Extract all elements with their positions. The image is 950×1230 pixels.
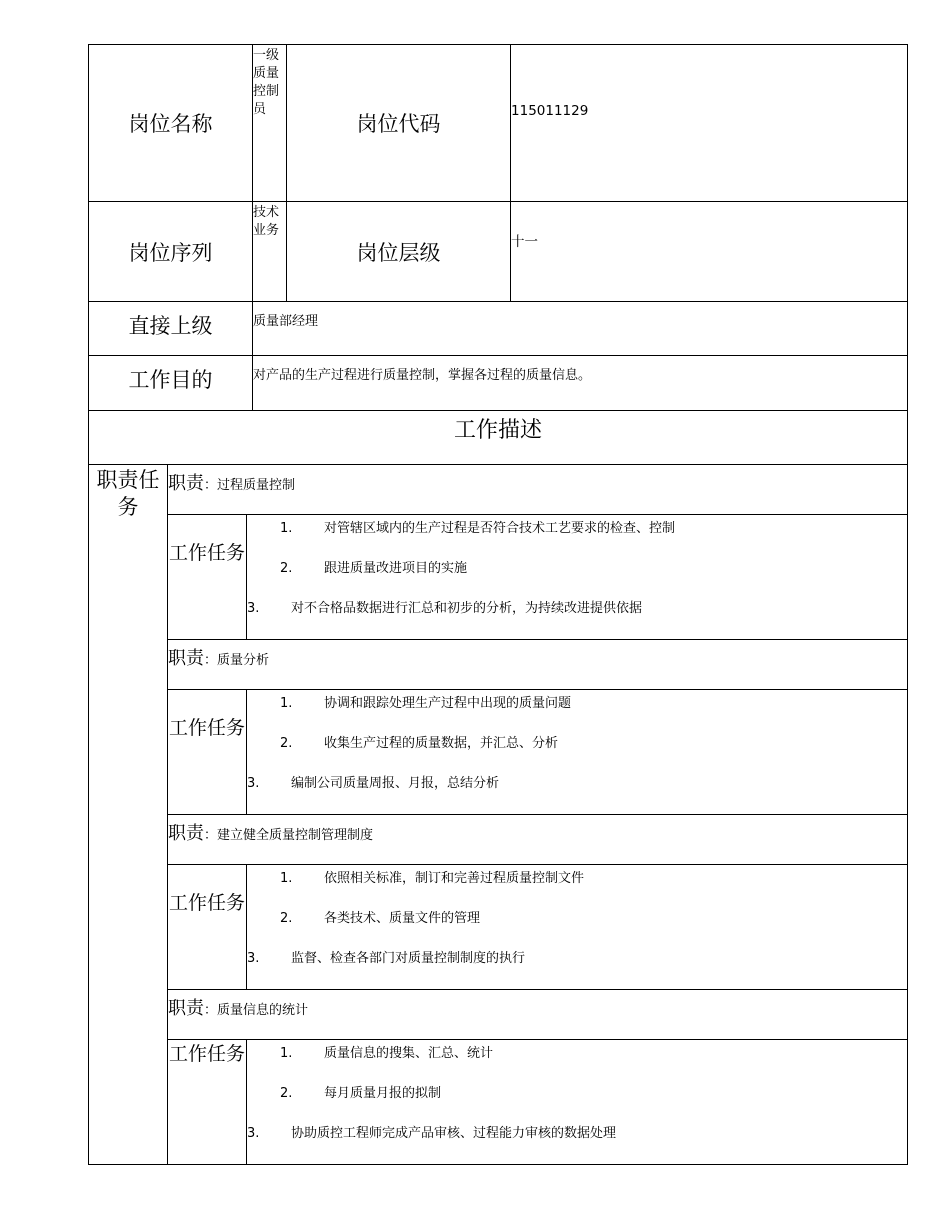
task-row bbox=[89, 690, 908, 815]
task-item: 3. 监督、检查各部门对质量控制制度的执行 bbox=[247, 951, 526, 966]
duty-prefix: 职责 bbox=[168, 823, 204, 844]
duty-row bbox=[89, 815, 908, 865]
task-list bbox=[247, 515, 908, 640]
duty-prefix: 职责 bbox=[168, 648, 204, 669]
section-title: 工作描述 bbox=[89, 411, 908, 465]
task-item: 2. 跟进质量改进项目的实施 bbox=[280, 561, 468, 576]
row-sequence bbox=[89, 202, 908, 302]
task-list bbox=[247, 690, 908, 815]
task-item: 1. 对管辖区域内的生产过程是否符合技术工艺要求的检查、控制 bbox=[280, 521, 676, 536]
row-section-title bbox=[89, 411, 908, 465]
row-superior bbox=[89, 302, 908, 356]
task-label: 工作任务 bbox=[168, 690, 247, 815]
duty-prefix: 职责 bbox=[168, 998, 204, 1019]
task-item: 3. 对不合格品数据进行汇总和初步的分析，为持续改进提供依据 bbox=[247, 601, 643, 616]
duty-title bbox=[168, 640, 908, 690]
task-label: 工作任务 bbox=[168, 865, 247, 990]
task-item: 3. 协助质控工程师完成产品审核、过程能力审核的数据处理 bbox=[247, 1126, 617, 1141]
duty-row bbox=[89, 990, 908, 1040]
task-label: 工作任务 bbox=[168, 515, 247, 640]
task-row bbox=[89, 865, 908, 990]
responsibility-label: 职责任务 bbox=[89, 465, 168, 1165]
task-item: 2. 每月质量月报的拟制 bbox=[280, 1086, 442, 1101]
duty-row bbox=[89, 465, 908, 515]
task-list bbox=[247, 865, 908, 990]
task-label: 工作任务 bbox=[168, 1040, 247, 1165]
duty-title bbox=[168, 465, 908, 515]
task-row bbox=[89, 1040, 908, 1165]
position-code-label: 岗位代码 bbox=[287, 45, 511, 202]
position-name-label: 岗位名称 bbox=[89, 45, 253, 202]
superior-value: 质量部经理 bbox=[253, 302, 908, 356]
task-item: 2. 收集生产过程的质量数据，并汇总、分析 bbox=[280, 736, 559, 751]
duty-name: ：建立健全质量控制管理制度 bbox=[204, 828, 374, 843]
duty-row bbox=[89, 640, 908, 690]
level-label: 岗位层级 bbox=[287, 202, 511, 302]
duty-name: ：质量信息的统计 bbox=[204, 1003, 309, 1018]
superior-label: 直接上级 bbox=[89, 302, 253, 356]
row-position-name bbox=[89, 45, 908, 202]
sequence-label: 岗位序列 bbox=[89, 202, 253, 302]
sequence-value: 技术业务 bbox=[253, 202, 287, 302]
duty-title bbox=[168, 815, 908, 865]
position-name-value: 一级质量控制员 bbox=[253, 45, 287, 202]
task-item: 2. 各类技术、质量文件的管理 bbox=[280, 911, 481, 926]
task-list bbox=[247, 1040, 908, 1165]
row-purpose bbox=[89, 356, 908, 411]
job-description-table bbox=[88, 44, 908, 1165]
task-item: 1. 协调和跟踪处理生产过程中出现的质量问题 bbox=[280, 696, 572, 711]
purpose-label: 工作目的 bbox=[89, 356, 253, 411]
task-item: 1. 依照相关标准，制订和完善过程质量控制文件 bbox=[280, 871, 585, 886]
task-item: 3. 编制公司质量周报、月报，总结分析 bbox=[247, 776, 500, 791]
position-code-value: 115011129 bbox=[511, 45, 908, 202]
duty-prefix: 职责 bbox=[168, 473, 204, 494]
task-row bbox=[89, 515, 908, 640]
purpose-value: 对产品的生产过程进行质量控制，掌握各过程的质量信息。 bbox=[253, 356, 908, 411]
duty-title bbox=[168, 990, 908, 1040]
duty-name: ：过程质量控制 bbox=[204, 478, 296, 493]
duty-name: ：质量分析 bbox=[204, 653, 270, 668]
task-item: 1. 质量信息的搜集、汇总、统计 bbox=[280, 1046, 494, 1061]
level-value: 十一 bbox=[511, 202, 908, 302]
